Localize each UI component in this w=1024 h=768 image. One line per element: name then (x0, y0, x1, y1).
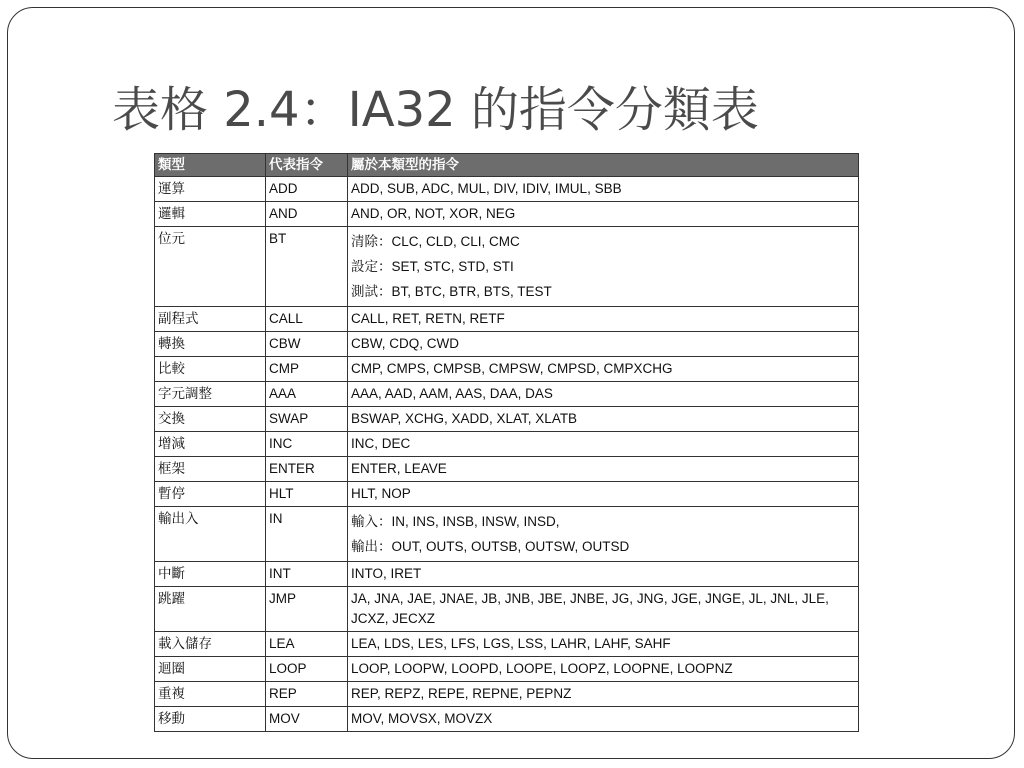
type-cell: 框架 (155, 457, 266, 482)
table-row (155, 682, 859, 707)
representative-cell: MOV (266, 707, 348, 732)
table-row (155, 307, 859, 332)
table-row (155, 357, 859, 382)
type-cell: 比較 (155, 357, 266, 382)
type-cell: 載入儲存 (155, 632, 266, 657)
type-cell: 暫停 (155, 482, 266, 507)
table-row (155, 587, 859, 632)
table-row (155, 432, 859, 457)
table-row (155, 562, 859, 587)
instructions-cell (348, 227, 859, 307)
representative-cell: AAA (266, 382, 348, 407)
instructions-cell: AND, OR, NOT, XOR, NEG (348, 202, 859, 227)
table-row (155, 507, 859, 562)
representative-cell: BT (266, 227, 348, 307)
instructions-cell: REP, REPZ, REPE, REPNE, PEPNZ (348, 682, 859, 707)
instruction-line: 輸出：OUT, OUTS, OUTSB, OUTSW, OUTSD (351, 539, 630, 554)
table-row (155, 407, 859, 432)
type-cell: 中斷 (155, 562, 266, 587)
table-row (155, 177, 859, 202)
instruction-line: 清除：CLC, CLD, CLI, CMC (351, 234, 520, 249)
instruction-line: 設定：SET, STC, STD, STI (351, 259, 514, 274)
type-cell: 移動 (155, 707, 266, 732)
instructions-cell: CMP, CMPS, CMPSB, CMPSW, CMPSD, CMPXCHG (348, 357, 859, 382)
instructions-cell: CALL, RET, RETN, RETF (348, 307, 859, 332)
instructions-cell: MOV, MOVSX, MOVZX (348, 707, 859, 732)
type-cell: 轉換 (155, 332, 266, 357)
table-row (155, 457, 859, 482)
representative-cell: INC (266, 432, 348, 457)
instructions-cell: INC, DEC (348, 432, 859, 457)
slide-title: 表格 2.4：IA32 的指令分類表 (112, 82, 759, 138)
representative-cell: AND (266, 202, 348, 227)
table-row (155, 382, 859, 407)
instructions-cell: AAA, AAD, AAM, AAS, DAA, DAS (348, 382, 859, 407)
instructions-cell: ENTER, LEAVE (348, 457, 859, 482)
representative-cell: SWAP (266, 407, 348, 432)
instructions-cell: BSWAP, XCHG, XADD, XLAT, XLATB (348, 407, 859, 432)
table-row (155, 202, 859, 227)
type-cell: 交換 (155, 407, 266, 432)
representative-cell: LOOP (266, 657, 348, 682)
type-cell: 跳躍 (155, 587, 266, 632)
type-cell: 重複 (155, 682, 266, 707)
representative-cell: CMP (266, 357, 348, 382)
instruction-table (154, 153, 859, 732)
table-row (155, 632, 859, 657)
header-instructions: 屬於本類型的指令 (348, 154, 859, 177)
instructions-cell: ADD, SUB, ADC, MUL, DIV, IDIV, IMUL, SBB (348, 177, 859, 202)
instructions-cell: JA, JNA, JAE, JNAE, JB, JNB, JBE, JNBE, JG, JNG, JGE, JNGE, JL, JNL, JLE, JCXZ, JECXZ (348, 587, 859, 632)
table-row (155, 482, 859, 507)
representative-cell: LEA (266, 632, 348, 657)
type-cell: 輸出入 (155, 507, 266, 562)
table-row (155, 227, 859, 307)
instruction-line: 測試：BT, BTC, BTR, BTS, TEST (351, 284, 552, 299)
header-type: 類型 (155, 154, 266, 177)
type-cell: 副程式 (155, 307, 266, 332)
instructions-cell: INTO, IRET (348, 562, 859, 587)
table-row (155, 657, 859, 682)
type-cell: 迴圈 (155, 657, 266, 682)
type-cell: 位元 (155, 227, 266, 307)
representative-cell: HLT (266, 482, 348, 507)
representative-cell: REP (266, 682, 348, 707)
representative-cell: ENTER (266, 457, 348, 482)
instruction-line: 輸入：IN, INS, INSB, INSW, INSD, (351, 514, 560, 529)
header-representative: 代表指令 (266, 154, 348, 177)
representative-cell: CALL (266, 307, 348, 332)
table-header-row (155, 154, 859, 177)
instructions-cell: HLT, NOP (348, 482, 859, 507)
type-cell: 字元調整 (155, 382, 266, 407)
representative-cell: JMP (266, 587, 348, 632)
representative-cell: ADD (266, 177, 348, 202)
representative-cell: CBW (266, 332, 348, 357)
instructions-cell: CBW, CDQ, CWD (348, 332, 859, 357)
table-row (155, 332, 859, 357)
instructions-cell (348, 507, 859, 562)
representative-cell: IN (266, 507, 348, 562)
representative-cell: INT (266, 562, 348, 587)
type-cell: 運算 (155, 177, 266, 202)
type-cell: 邏輯 (155, 202, 266, 227)
table-body (155, 177, 859, 732)
table-row (155, 707, 859, 732)
instructions-cell: LOOP, LOOPW, LOOPD, LOOPE, LOOPZ, LOOPNE, LOOPNZ (348, 657, 859, 682)
instructions-cell: LEA, LDS, LES, LFS, LGS, LSS, LAHR, LAHF, SAHF (348, 632, 859, 657)
type-cell: 增減 (155, 432, 266, 457)
